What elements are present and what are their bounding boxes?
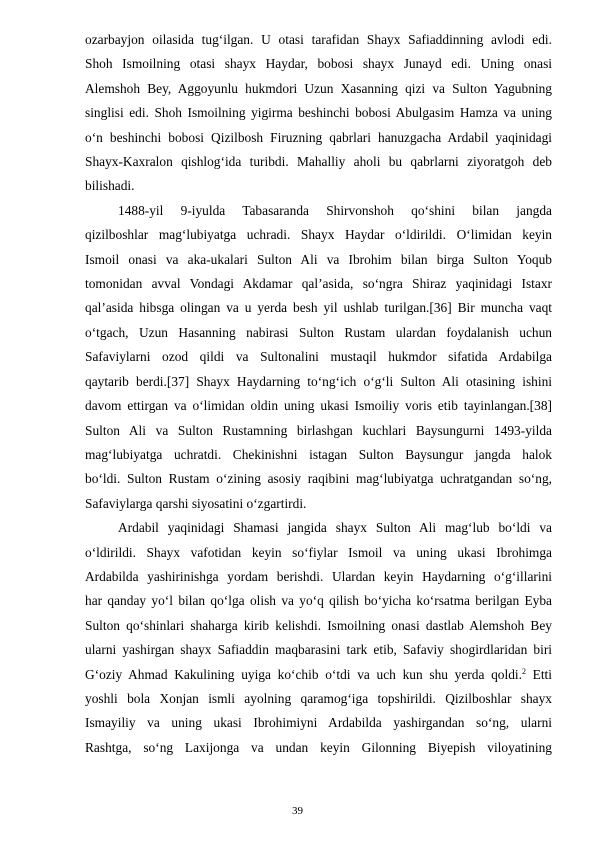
text-line: Rashtga, soʻng Laxijonga va undan keyin Gilonning Biyepish viloyatining — [85, 739, 552, 755]
paragraph-1 — [85, 28, 552, 199]
text-line: Ardabil yaqinidagi Shamasi jangida shayx Sulton Ali magʻlub boʻldi va — [118, 520, 552, 536]
text-line: qaytarib berdi.[37] Shayx Haydarning toʻngʻich oʻgʻli Sulton Ali otasining ishini — [85, 373, 552, 389]
text-line-with-footnote — [85, 663, 552, 687]
text-line: oʻtgach, Uzun Hasanning nabirasi Sulton Rustam ulardan foydalanish uchun — [85, 324, 552, 340]
text-segment: Gʻoziy Ahmad Kakulining uyiga koʻchib oʻtdi va uch kun shu yerda qoldi. — [85, 666, 522, 682]
text-line: Sulton qoʻshinlari shaharga kirib kelishdi. Ismoilning onasi dastlab Alemshoh Bey — [85, 617, 552, 633]
text-line: Sulton Ali va Sulton Rustamning birlashgan kuchlari Baysungurni 1493-yilda — [85, 422, 552, 438]
text-line: boʻldi. Sulton Rustam oʻzining asosiy raqibini magʻlubiyatga uchratgandan soʻng, — [85, 471, 552, 487]
document-page — [85, 28, 552, 760]
text-line: Safaviylarga qarshi siyosatini oʻzgartirdi. — [85, 495, 307, 511]
paragraph-3 — [85, 516, 552, 760]
text-line: yoshli bola Xonjan ismli ayolning qaramogʻiga topshirildi. Qizilboshlar shayx — [85, 690, 552, 706]
text-line: Ismayiliy va uning ukasi Ibrohimiyni Ardabilda yashirgandan soʻng, ularni — [85, 715, 552, 731]
text-line: Ardabilda yashirinishga yordam berishdi. Ulardan keyin Haydarning oʻgʻillarini — [85, 568, 552, 584]
text-line: ularni yashirgan shayx Safiaddin maqbarasini tark etib, Safaviy shogirdlaridan biri — [85, 642, 552, 658]
text-line: ozarbayjon oilasida tugʻilgan. U otasi tarafidan Shayx Safiaddinning avlodi edi. — [85, 32, 552, 47]
text-segment: Etti — [525, 666, 552, 682]
text-line: qizilboshlar magʻlubiyatga uchradi. Shayx Haydar oʻldirildi. Oʻlimidan keyin — [85, 227, 552, 243]
paragraph-2 — [85, 199, 552, 516]
text-line: Ismoil onasi va aka-ukalari Sulton Ali va Ibrohim bilan birga Sulton Yoqub — [85, 251, 552, 267]
text-line: bilishadi. — [85, 178, 135, 194]
footnote-marker[interactable]: 2 — [521, 666, 526, 676]
text-line: Shayx-Kaxralon qishlogʻida turibdi. Mahalliy aholi bu qabrlarni ziyoratgoh deb — [85, 154, 552, 170]
text-line: har qanday yoʻl bilan qoʻlga olish va yoʻq qilish boʻyicha koʻrsatma berilgan Eyba — [85, 593, 552, 609]
text-line: singlisi edi. Shoh Ismoilning yigirma beshinchi bobosi Abulgasim Hamza va uning — [85, 105, 552, 121]
text-line: Safaviylarni ozod qildi va Sultonalini mustaqil hukmdor sifatida Ardabilga — [85, 349, 552, 365]
text-line: oʻn beshinchi bobosi Qizilbosh Firuzning qabrlari hanuzgacha Ardabil yaqinidagi — [85, 129, 552, 145]
text-line: qalʼasida hibsga olingan va u yerda besh yil ushlab turilgan.[36] Bir muncha vaqt — [85, 300, 552, 316]
text-line: tomonidan avval Vondagi Akdamar qalʼasida, soʻngra Shiraz yaqinidagi Istaxr — [85, 276, 552, 292]
text-line: Alemshoh Bey, Aggoyunlu hukmdori Uzun Xasanning qizi va Sulton Yagubning — [85, 80, 552, 96]
text-line: Shoh Ismoilning otasi shayx Haydar, bobosi shayx Junayd edi. Uning onasi — [85, 56, 552, 72]
page-number: 39 — [292, 805, 303, 817]
text-line: magʻlubiyatga uchratdi. Chekinishni istagan Sulton Baysungur jangda halok — [85, 446, 552, 462]
text-line: oʻldirildi. Shayx vafotidan keyin soʻfiylar Ismoil va uning ukasi Ibrohimga — [85, 544, 552, 560]
text-line: 1488-yil 9-iyulda Tabasaranda Shirvonshoh qoʻshini bilan jangda — [118, 202, 552, 218]
text-line: davom ettirgan va oʻlimidan oldin uning ukasi Ismoiliy voris etib tayinlangan.[38] — [85, 398, 552, 414]
